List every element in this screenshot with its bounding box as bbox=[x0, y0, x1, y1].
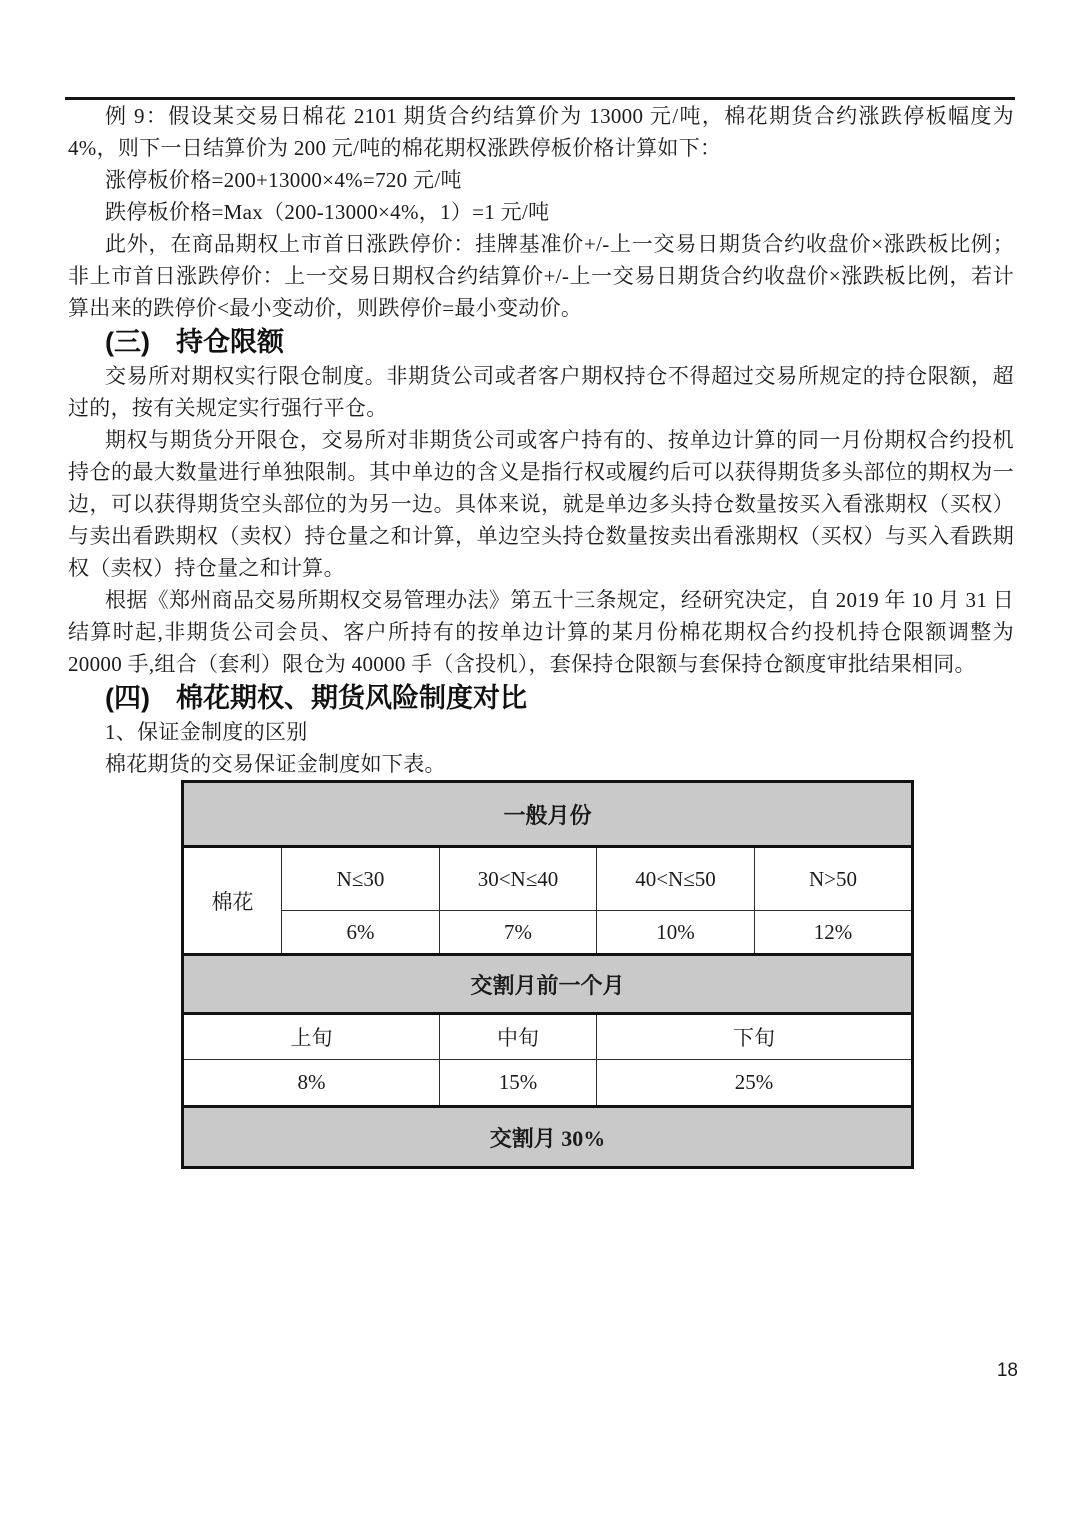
page-number: 18 bbox=[996, 1360, 1018, 1381]
section-number: (四) bbox=[105, 683, 150, 713]
table-cell-rate: 25% bbox=[597, 1060, 913, 1107]
paragraph-limit-adjustment: 根据《郑州商品交易所期权交易管理办法》第五十三条规定，经研究决定，自 2019 年 10 月 31 日结算时起,非期货公司会员、客户所持有的按单边计算的某月份棉花期权合约投机持仓限额调整为 20000 手,组合（套利）限仓为 40000 手（含投机），套保持仓限额与套保持仓额度审批结果相同。 bbox=[68, 588, 1014, 676]
table-row bbox=[183, 955, 913, 1014]
table-cell-rate: 6% bbox=[282, 911, 440, 955]
table-row bbox=[183, 782, 913, 847]
paragraph-position-limit-overview: 交易所对期权实行限仓制度。非期货公司或者客户期权持仓不得超过交易所规定的持仓限额，超过的，按有关规定实行强行平仓。 bbox=[68, 364, 1014, 420]
table-cell-grade-header: N≤30 bbox=[282, 847, 440, 911]
formula-limit-down: 跌停板价格=Max（200-13000×4%，1）=1 元/吨 bbox=[105, 200, 550, 224]
paragraph-first-day-limits: 此外，在商品期权上市首日涨跌停价：挂牌基准价+/-上一交易日期货合约收盘价×涨跌板比例；非上市首日涨跌停价：上一交易日期权合约结算价+/-上一交易日期货合约收盘价×涨跌板比例，若计算出来的跌停价<最小变动价，则跌停价=最小变动价。 bbox=[68, 232, 1014, 320]
table-band-delivery-month: 交割月 30% bbox=[183, 1107, 913, 1168]
table-cell-rate: 10% bbox=[597, 911, 755, 955]
subsection-heading: 1、保证金制度的区别 bbox=[105, 720, 308, 744]
table-cell-rate: 8% bbox=[183, 1060, 440, 1107]
table-cell-rate: 7% bbox=[440, 911, 597, 955]
section-number: (三) bbox=[105, 327, 150, 357]
section-title: 持仓限额 bbox=[175, 327, 284, 357]
margin-table bbox=[181, 780, 914, 1169]
formula-limit-up: 涨停板价格=200+13000×4%=720 元/吨 bbox=[105, 168, 462, 192]
table-cell-rate: 15% bbox=[440, 1060, 597, 1107]
table-row bbox=[183, 847, 913, 911]
table-row bbox=[183, 1107, 913, 1168]
table-row bbox=[183, 1014, 913, 1060]
table-cell-product: 棉花 bbox=[183, 847, 282, 955]
paragraph-example9: 例 9：假设某交易日棉花 2101 期货合约结算价为 13000 元/吨，棉花期货合约涨跌停板幅度为 4%，则下一日结算价为 200 元/吨的棉花期权涨跌停板价格计算如下： bbox=[68, 104, 1014, 160]
section-title: 棉花期权、期货风险制度对比 bbox=[175, 683, 527, 713]
table-cell-grade-header: N>50 bbox=[755, 847, 913, 911]
section-heading-3 bbox=[68, 324, 1014, 360]
table-cell-rate: 12% bbox=[755, 911, 913, 955]
paragraph-table-intro: 棉花期货的交易保证金制度如下表。 bbox=[105, 752, 446, 776]
table-band-pre-delivery-month: 交割月前一个月 bbox=[183, 955, 913, 1014]
table-cell-grade-header: 30<N≤40 bbox=[440, 847, 597, 911]
table-cell-period-header: 下旬 bbox=[597, 1014, 913, 1060]
table-row bbox=[183, 911, 913, 955]
section-heading-4 bbox=[68, 680, 1014, 716]
paragraph-unilateral-limit: 期权与期货分开限仓，交易所对非期货公司或客户持有的、按单边计算的同一月份期权合约投机持仓的最大数量进行单独限制。其中单边的含义是指行权或履约后可以获得期货多头部位的期权为一边，可以获得期货空头部位的为另一边。具体来说，就是单边多头持仓数量按买入看涨期权（买权）与卖出看跌期权（卖权）持仓量之和计算，单边空头持仓数量按卖出看涨期权（买权）与买入看跌期权（卖权）持仓量之和计算。 bbox=[68, 428, 1014, 580]
table-cell-grade-header: 40<N≤50 bbox=[597, 847, 755, 911]
table-cell-period-header: 上旬 bbox=[183, 1014, 440, 1060]
page-content bbox=[68, 100, 1014, 1169]
table-band-general-months: 一般月份 bbox=[183, 782, 913, 847]
table-cell-period-header: 中旬 bbox=[440, 1014, 597, 1060]
table-row bbox=[183, 1060, 913, 1107]
